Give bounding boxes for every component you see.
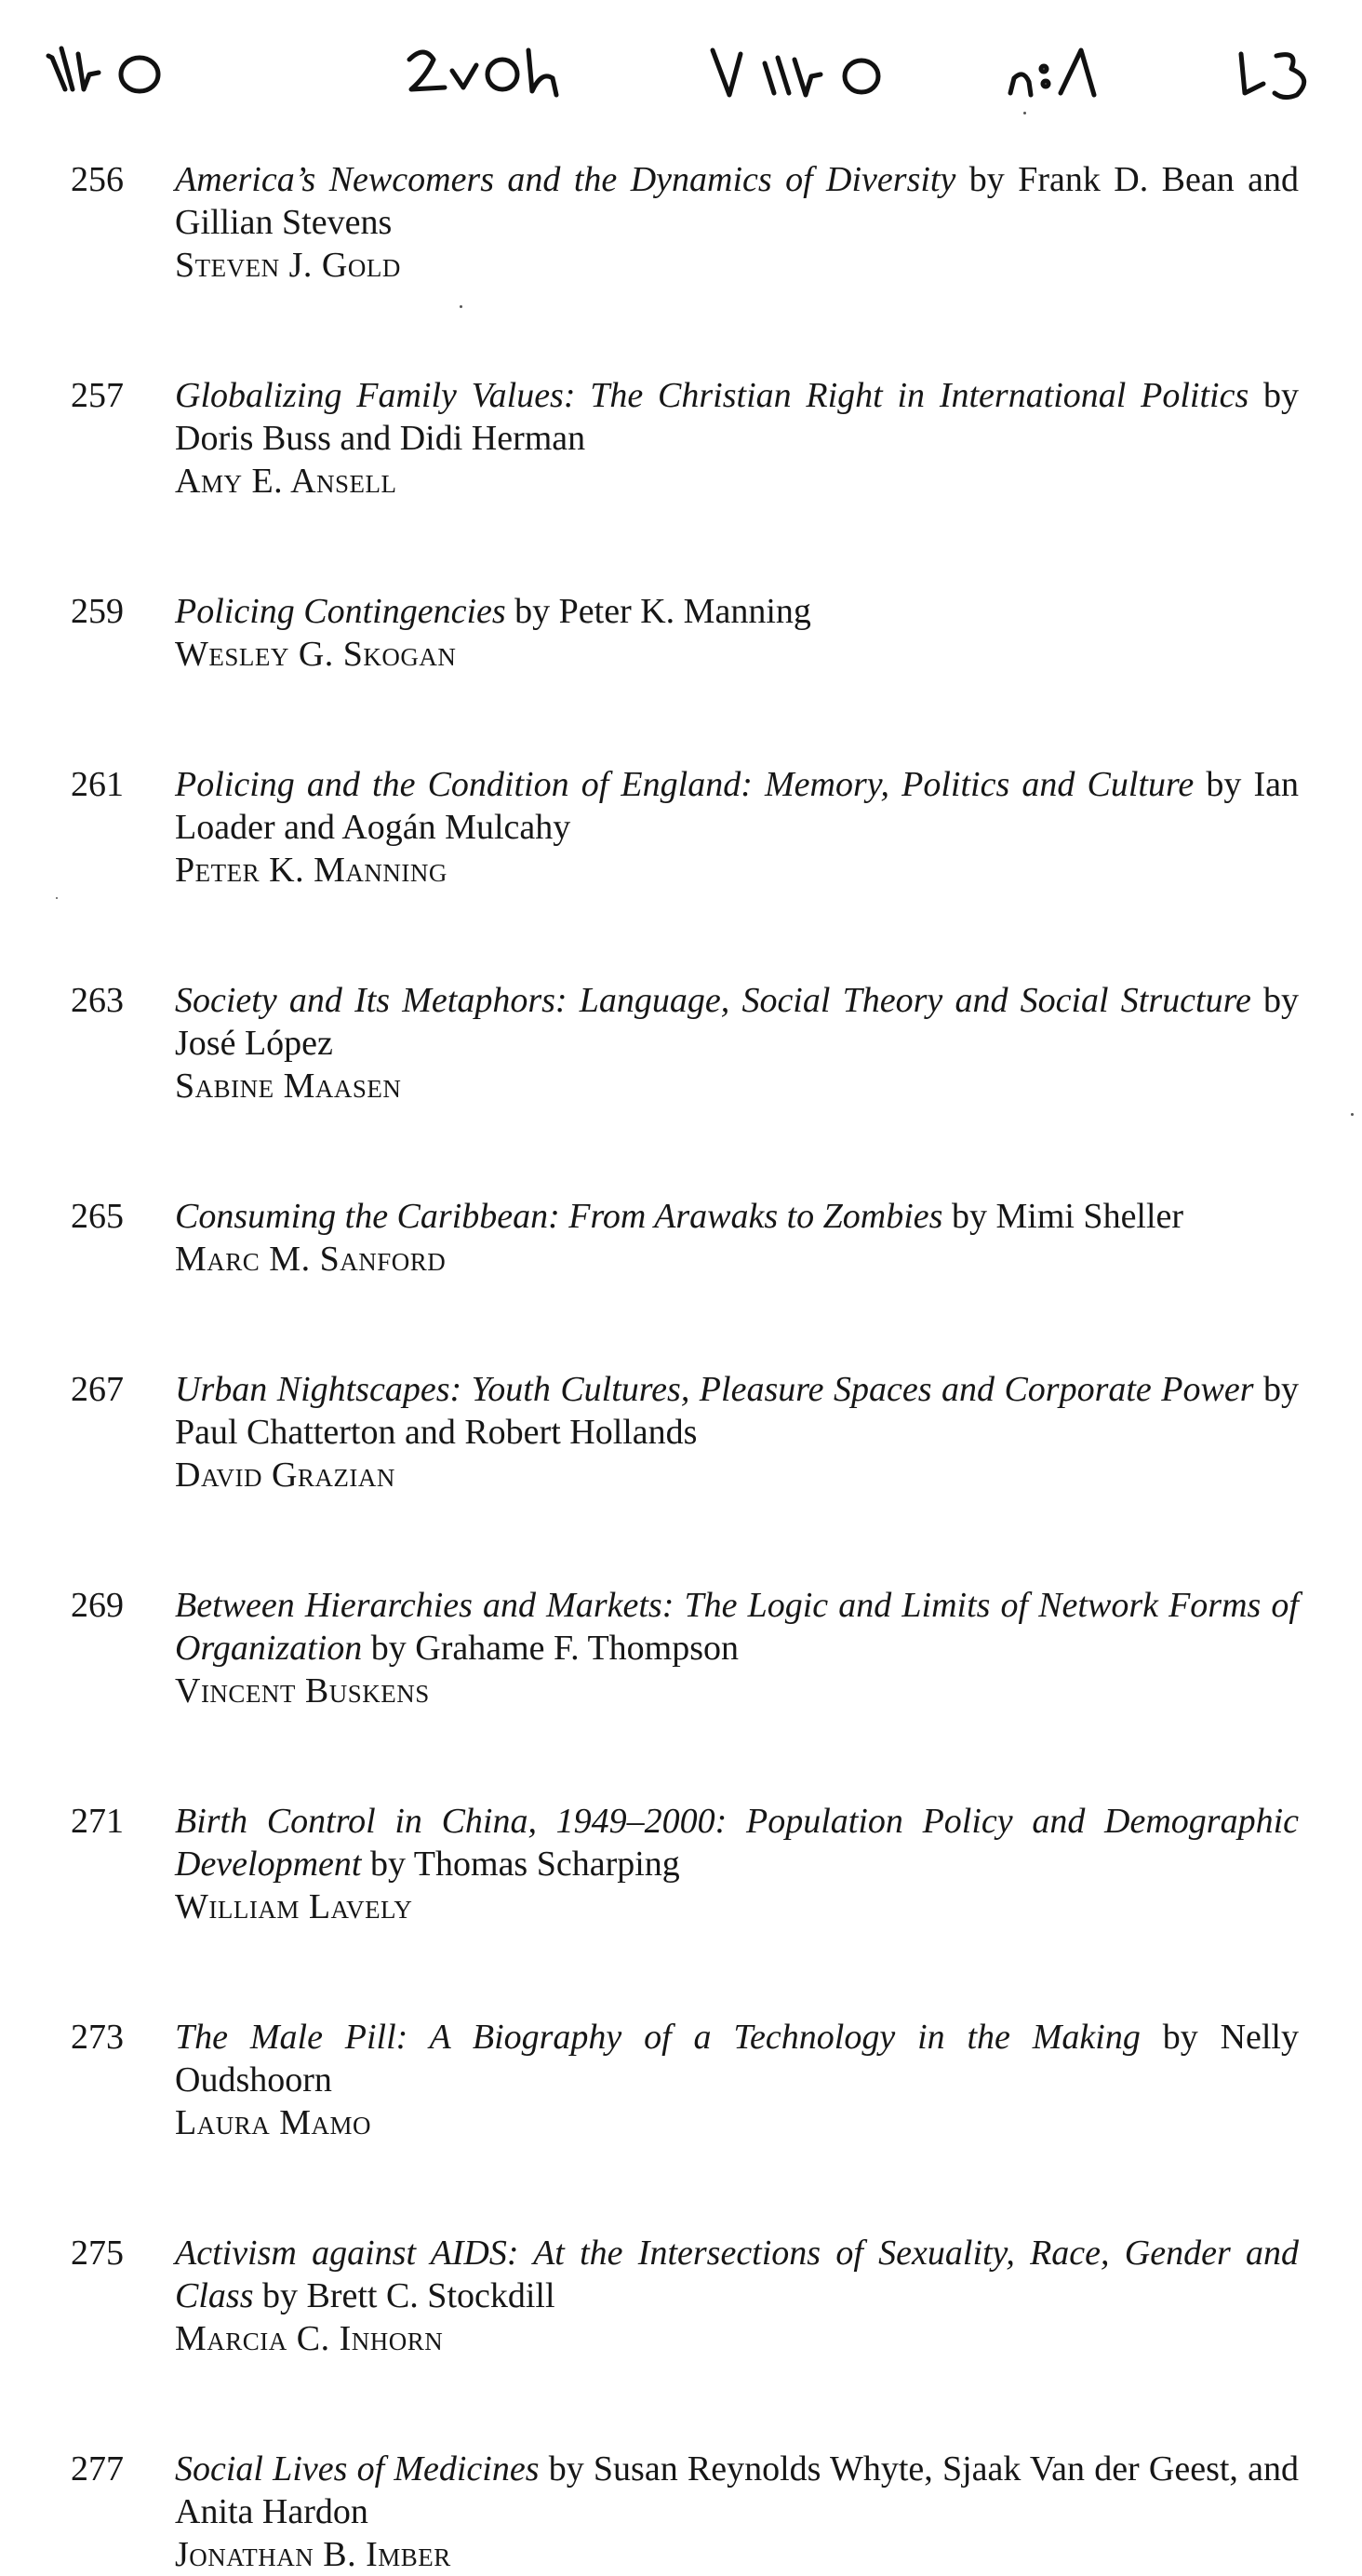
book-title: Between Hierarchies and Markets: The Logic and Limits of Network Forms of Organization: [175, 1586, 1299, 1668]
entry-citation: [175, 979, 1299, 1107]
reviewer-name: Laura Mamo: [175, 2103, 372, 2142]
entry-page-number: 269: [71, 1586, 124, 1625]
entry-page-number: 267: [71, 1370, 124, 1409]
review-entry: [71, 2448, 1299, 2576]
review-entry: [71, 763, 1299, 892]
book-authors: Nelly Oudshoorn: [175, 2018, 1299, 2100]
entry-page-number: 273: [71, 2018, 124, 2057]
by-connector: by: [539, 2449, 594, 2489]
handwritten-annotation-drawing: [0, 17, 1362, 128]
entry-page-number: 259: [71, 592, 124, 631]
review-entry: [71, 374, 1299, 503]
reviewer-name: Vincent Buskens: [175, 1671, 430, 1711]
book-title: Society and Its Metaphors: Language, Social Theory and Social Structure: [175, 981, 1251, 1020]
reviewer-name: David Grazian: [175, 1456, 395, 1495]
by-connector: by: [1140, 2018, 1221, 2057]
entry-citation: [175, 1584, 1299, 1712]
reviewer-name: Wesley G. Skogan: [175, 635, 457, 674]
by-connector: by: [955, 160, 1019, 199]
entry-citation: [175, 158, 1299, 287]
paper-speck: [56, 897, 58, 899]
book-title: Activism against AIDS: At the Intersections of Sexuality, Race, Gender and Class: [175, 2234, 1299, 2315]
entry-citation: [175, 763, 1299, 892]
book-review-list: [71, 158, 1299, 2576]
reviewer-name: Amy E. Ansell: [175, 462, 397, 501]
entry-citation: [175, 1195, 1299, 1281]
book-authors: Mimi Sheller: [995, 1197, 1184, 1236]
reviewer-name: Marc M. Sanford: [175, 1240, 447, 1279]
entry-page-number: 256: [71, 160, 124, 199]
by-connector: by: [361, 1845, 414, 1884]
review-entry: [71, 1368, 1299, 1496]
entry-citation: [175, 1800, 1299, 1928]
review-entry: [71, 158, 1299, 287]
book-authors: Thomas Scharping: [413, 1845, 680, 1884]
book-authors: Grahame F. Thompson: [415, 1629, 739, 1668]
reviewer-name: William Lavely: [175, 1887, 413, 1926]
by-connector: by: [1194, 765, 1254, 804]
book-title: Urban Nightscapes: Youth Cultures, Pleasure Spaces and Corporate Power: [175, 1370, 1254, 1409]
reviewer-name: Peter K. Manning: [175, 851, 447, 890]
review-entry: [71, 1195, 1299, 1281]
entry-page-number: 265: [71, 1197, 124, 1236]
handwritten-annotation: [0, 17, 1362, 128]
entry-citation: [175, 374, 1299, 503]
book-authors: Ian Loader and Aogán Mulcahy: [175, 765, 1300, 847]
by-connector: by: [1253, 1370, 1299, 1409]
by-connector: by: [942, 1197, 996, 1236]
review-entry: [71, 1584, 1299, 1712]
book-title: Consuming the Caribbean: From Arawaks to Zombies: [175, 1197, 943, 1236]
entry-page-number: 271: [71, 1802, 124, 1841]
entry-citation: [175, 590, 1299, 676]
entry-citation: [175, 2448, 1299, 2576]
book-title: Social Lives of Medicines: [175, 2449, 540, 2489]
entry-citation: [175, 2232, 1299, 2360]
book-authors: Peter K. Manning: [558, 592, 811, 631]
reviewer-name: Jonathan B. Imber: [175, 2535, 451, 2574]
book-title: Policing and the Condition of England: Memory, Politics and Culture: [175, 765, 1195, 804]
entry-page-number: 261: [71, 765, 124, 804]
entry-citation: [175, 1368, 1299, 1496]
paper-speck: [1023, 112, 1026, 114]
book-title: Policing Contingencies: [175, 592, 506, 631]
entry-page-number: 263: [71, 981, 124, 1020]
book-authors: Doris Buss and Didi Herman: [175, 419, 586, 458]
entry-citation: [175, 2016, 1299, 2144]
reviewer-name: Sabine Maasen: [175, 1067, 402, 1106]
by-connector: by: [253, 2276, 307, 2315]
book-title: America’s Newcomers and the Dynamics of Diversity: [175, 160, 956, 199]
review-entry: [71, 590, 1299, 676]
reviewer-name: Marcia C. Inhorn: [175, 2319, 444, 2358]
entry-page-number: 275: [71, 2234, 124, 2273]
paper-speck: [1351, 1113, 1354, 1116]
book-title: Globalizing Family Values: The Christian Right in International Politics: [175, 376, 1249, 415]
book-title: Birth Control in China, 1949–2000: Population Policy and Demographic Development: [175, 1802, 1299, 1884]
review-entry: [71, 979, 1299, 1107]
review-entry: [71, 1800, 1299, 1928]
reviewer-name: Steven J. Gold: [175, 246, 401, 285]
entry-page-number: 257: [71, 376, 124, 415]
review-entry: [71, 2016, 1299, 2144]
book-authors: Brett C. Stockdill: [306, 2276, 555, 2315]
book-authors: Susan Reynolds Whyte, Sjaak Van der Geest, and Anita Hardon: [175, 2449, 1299, 2531]
book-authors: José López: [175, 1024, 333, 1063]
review-entry: [71, 2232, 1299, 2360]
book-authors: Frank D. Bean and Gillian Stevens: [175, 160, 1299, 242]
book-title: The Male Pill: A Biography of a Technology in the Making: [175, 2018, 1141, 2057]
book-authors: Paul Chatterton and Robert Hollands: [175, 1413, 698, 1452]
by-connector: by: [1248, 376, 1300, 415]
entry-page-number: 277: [71, 2449, 124, 2489]
by-connector: by: [1250, 981, 1300, 1020]
by-connector: by: [505, 592, 559, 631]
by-connector: by: [362, 1629, 416, 1668]
